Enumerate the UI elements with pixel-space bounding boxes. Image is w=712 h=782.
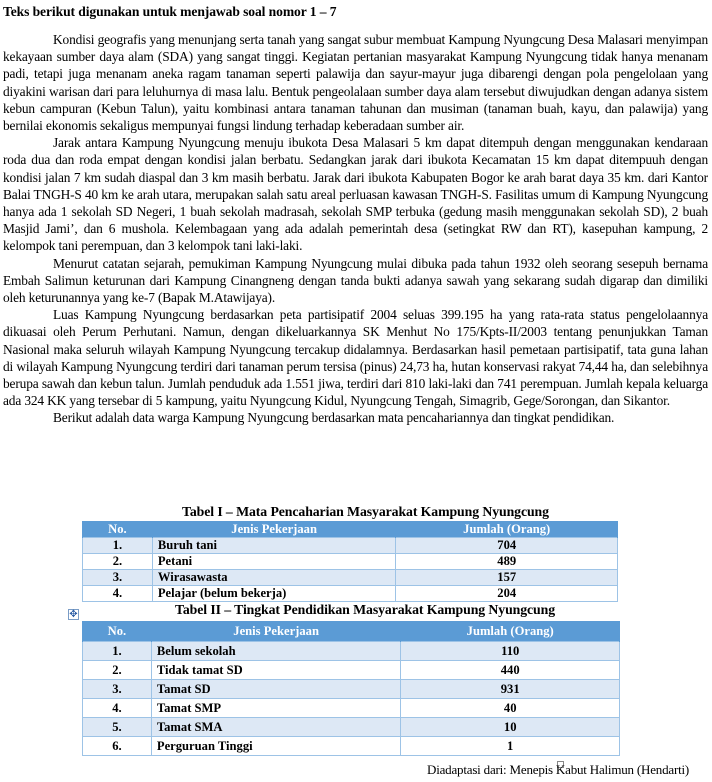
move-arrows-icon[interactable]: ✥: [69, 609, 78, 620]
paragraph-geography: Kondisi geografis yang menunjang serta tanah yang sangat subur membuat Kampung Nyungcung Desa Malasari menyimpan kekayaan sumber daya alam (SDA) yang sangat tinggi. Kegiatan pertanian masyarakat Kampung Nyungcung tidak hanya menanam padi, tetapi juga menanam aneka ragam tanaman seperti palawija dan sayur-mayur juga dibarengi dengan pola pengelolaan yang diyakini warisan dari para leluhurnya di masa lalu. Bentuk pengeolalaan sumber daya alam tersebut diwujudkan dengan adanya sistem kebun campuran (Kebun Talun), yaitu kombinasi antara tanaman tahunan dan musiman (tanaman buah, kayu, dan palawija) yang bernilai ekonomis sekaligus mempunyai fungsi lindung terhadap keberadaan sumber air.: [3, 32, 708, 134]
table-row: [83, 699, 620, 718]
table-row: [83, 661, 620, 680]
row-value: 10: [401, 718, 620, 737]
row-label: Tamat SMP: [151, 699, 401, 718]
table-header-row: [83, 521, 618, 538]
table-row: [83, 737, 620, 756]
paragraph-history: Menurut catatan sejarah, pemukiman Kampung Nyungcung mulai dibuka pada tahun 1932 oleh seorang sesepuh bernama Embah Salimun keturunan dari Kampung Cinangneng dengan tanda bukti adanya sawah yang sekarang sudah digarap dan dimiliki oleh keturunannya yang ke-7 (Bapak M.Atawijaya).: [3, 255, 708, 306]
row-value: 489: [396, 554, 618, 570]
table-row: [83, 538, 618, 554]
header-jumlah: Jumlah (Orang): [401, 621, 620, 642]
paragraph-distance-facilities: Jarak antara Kampung Nyungcung menuju ibukota Desa Malasari 5 km dapat ditempuh dengan menggunakan kendaraan roda dua dan roda empat dengan kondisi jalan berbatu. Sedangkan jarak dari ibukota Kecamatan 15 km dapat ditempuuh dengan kondisi jalan 7 km sudah diaspal dan 3 km masih berbatu. Jarak dari ibukota Kabupaten Bogor ke arah barat daya 35 km. dari Kantor Balai TNGH-S 40 km ke arah utara, merupakan salah satu areal perluasan kawasan TNGH-S. Fasilitas umum di Kampung Nyungcung hanya ada 1 sekolah SD Negeri, 1 buah sekolah madrasah, sekolah SMP terbuka (gedung masih menggunakan sekolah SD), 2 buah Masjid Jami’, dan 6 mushola. Kelembagaan yang ada adalah pemerintah desa (setingkat RW dan RT), kasepuhan kampung, 2 kelompok tani perempuan, dan 3 kelompok tani laki-laki.: [3, 135, 708, 254]
header-jenis-pekerjaan: Jenis Pekerjaan: [151, 621, 401, 642]
row-value: 440: [401, 661, 620, 680]
row-value: 204: [396, 586, 618, 602]
paragraph-area-population: Luas Kampung Nyungcung berdasarkan peta partisipatif 2004 seluas 399.195 ha yang rata-rata status pengelolaannya dikuasai oleh Perum Perhutani. Namun, dengan dikeluarkannya SK Menhut No 175/Kpts-II/2003 tentang penunjukkan Taman Nasional maka seluruh wilayah Kampung Nyungcung tercakup didalamnya. Berdasarkan hasil pemetaan partisipatif, tata guna lahan di wilayah Kampung Nyungcung terdiri dari tanaman perum tersisa (pinus) 24,73 ha, hutan konservasi rakyat 74,44 ha, dan selebihnya berupa sawah dan kebun talun. Jumlah penduduk ada 1.551 jiwa, terdiri dari 810 laki-laki dan 741 perempuan. Jumlah kepala keluarga ada 324 KK yang tersebar di 5 kampung, yaitu Nyungcung Kidul, Nyungcung Tengah, Simagrib, Gege/Sorongan, dan Sikantor.: [3, 307, 708, 409]
table-row: [83, 554, 618, 570]
row-number: 5.: [83, 718, 152, 737]
row-value: 40: [401, 699, 620, 718]
row-value: 704: [396, 538, 618, 554]
table-row: [83, 570, 618, 586]
passage-text: [3, 31, 708, 427]
table-row: [83, 642, 620, 661]
table2-caption: Tabel II – Tingkat Pendidikan Masyarakat Kampung Nyungcung: [175, 602, 555, 617]
table-row: [83, 586, 618, 602]
occupation-table: [82, 521, 618, 602]
header-no: No.: [83, 621, 152, 642]
row-value: 931: [401, 680, 620, 699]
row-number: 1.: [83, 642, 152, 661]
row-number: 4.: [83, 699, 152, 718]
row-value: 1: [401, 737, 620, 756]
row-label: Tamat SMA: [151, 718, 401, 737]
row-number: 2.: [83, 661, 152, 680]
row-number: 4.: [83, 586, 153, 602]
source-citation: Diadaptasi dari: Menepis Kabut Halimun (Hendarti): [427, 762, 690, 777]
section-heading: Teks berikut digunakan untuk menjawab soal nomor 1 – 7: [3, 4, 337, 19]
row-number: 3.: [83, 680, 152, 699]
row-label: Wirasawasta: [152, 570, 396, 586]
row-label: Pelajar (belum bekerja): [152, 586, 396, 602]
row-label: Belum sekolah: [151, 642, 401, 661]
row-value: 110: [401, 642, 620, 661]
row-number: 1.: [83, 538, 153, 554]
table-row: [83, 718, 620, 737]
table-row: [83, 680, 620, 699]
header-no: No.: [83, 521, 153, 538]
header-jenis-pekerjaan: Jenis Pekerjaan: [152, 521, 396, 538]
header-jumlah: Jumlah (Orang): [396, 521, 618, 538]
paragraph-table-intro: Berikut adalah data warga Kampung Nyungcung berdasarkan mata pencahariannya dan tingkat pendidikan.: [53, 410, 615, 426]
education-table: [82, 621, 620, 756]
row-value: 157: [396, 570, 618, 586]
row-label: Tamat SD: [151, 680, 401, 699]
table1-caption: Tabel I – Mata Pencaharian Masyarakat Kampung Nyungcung: [182, 504, 549, 519]
table-header-row: [83, 621, 620, 642]
row-label: Tidak tamat SD: [151, 661, 401, 680]
row-number: 2.: [83, 554, 153, 570]
row-label: Buruh tani: [152, 538, 396, 554]
row-label: Petani: [152, 554, 396, 570]
row-label: Perguruan Tinggi: [151, 737, 401, 756]
row-number: 3.: [83, 570, 153, 586]
row-number: 6.: [83, 737, 152, 756]
